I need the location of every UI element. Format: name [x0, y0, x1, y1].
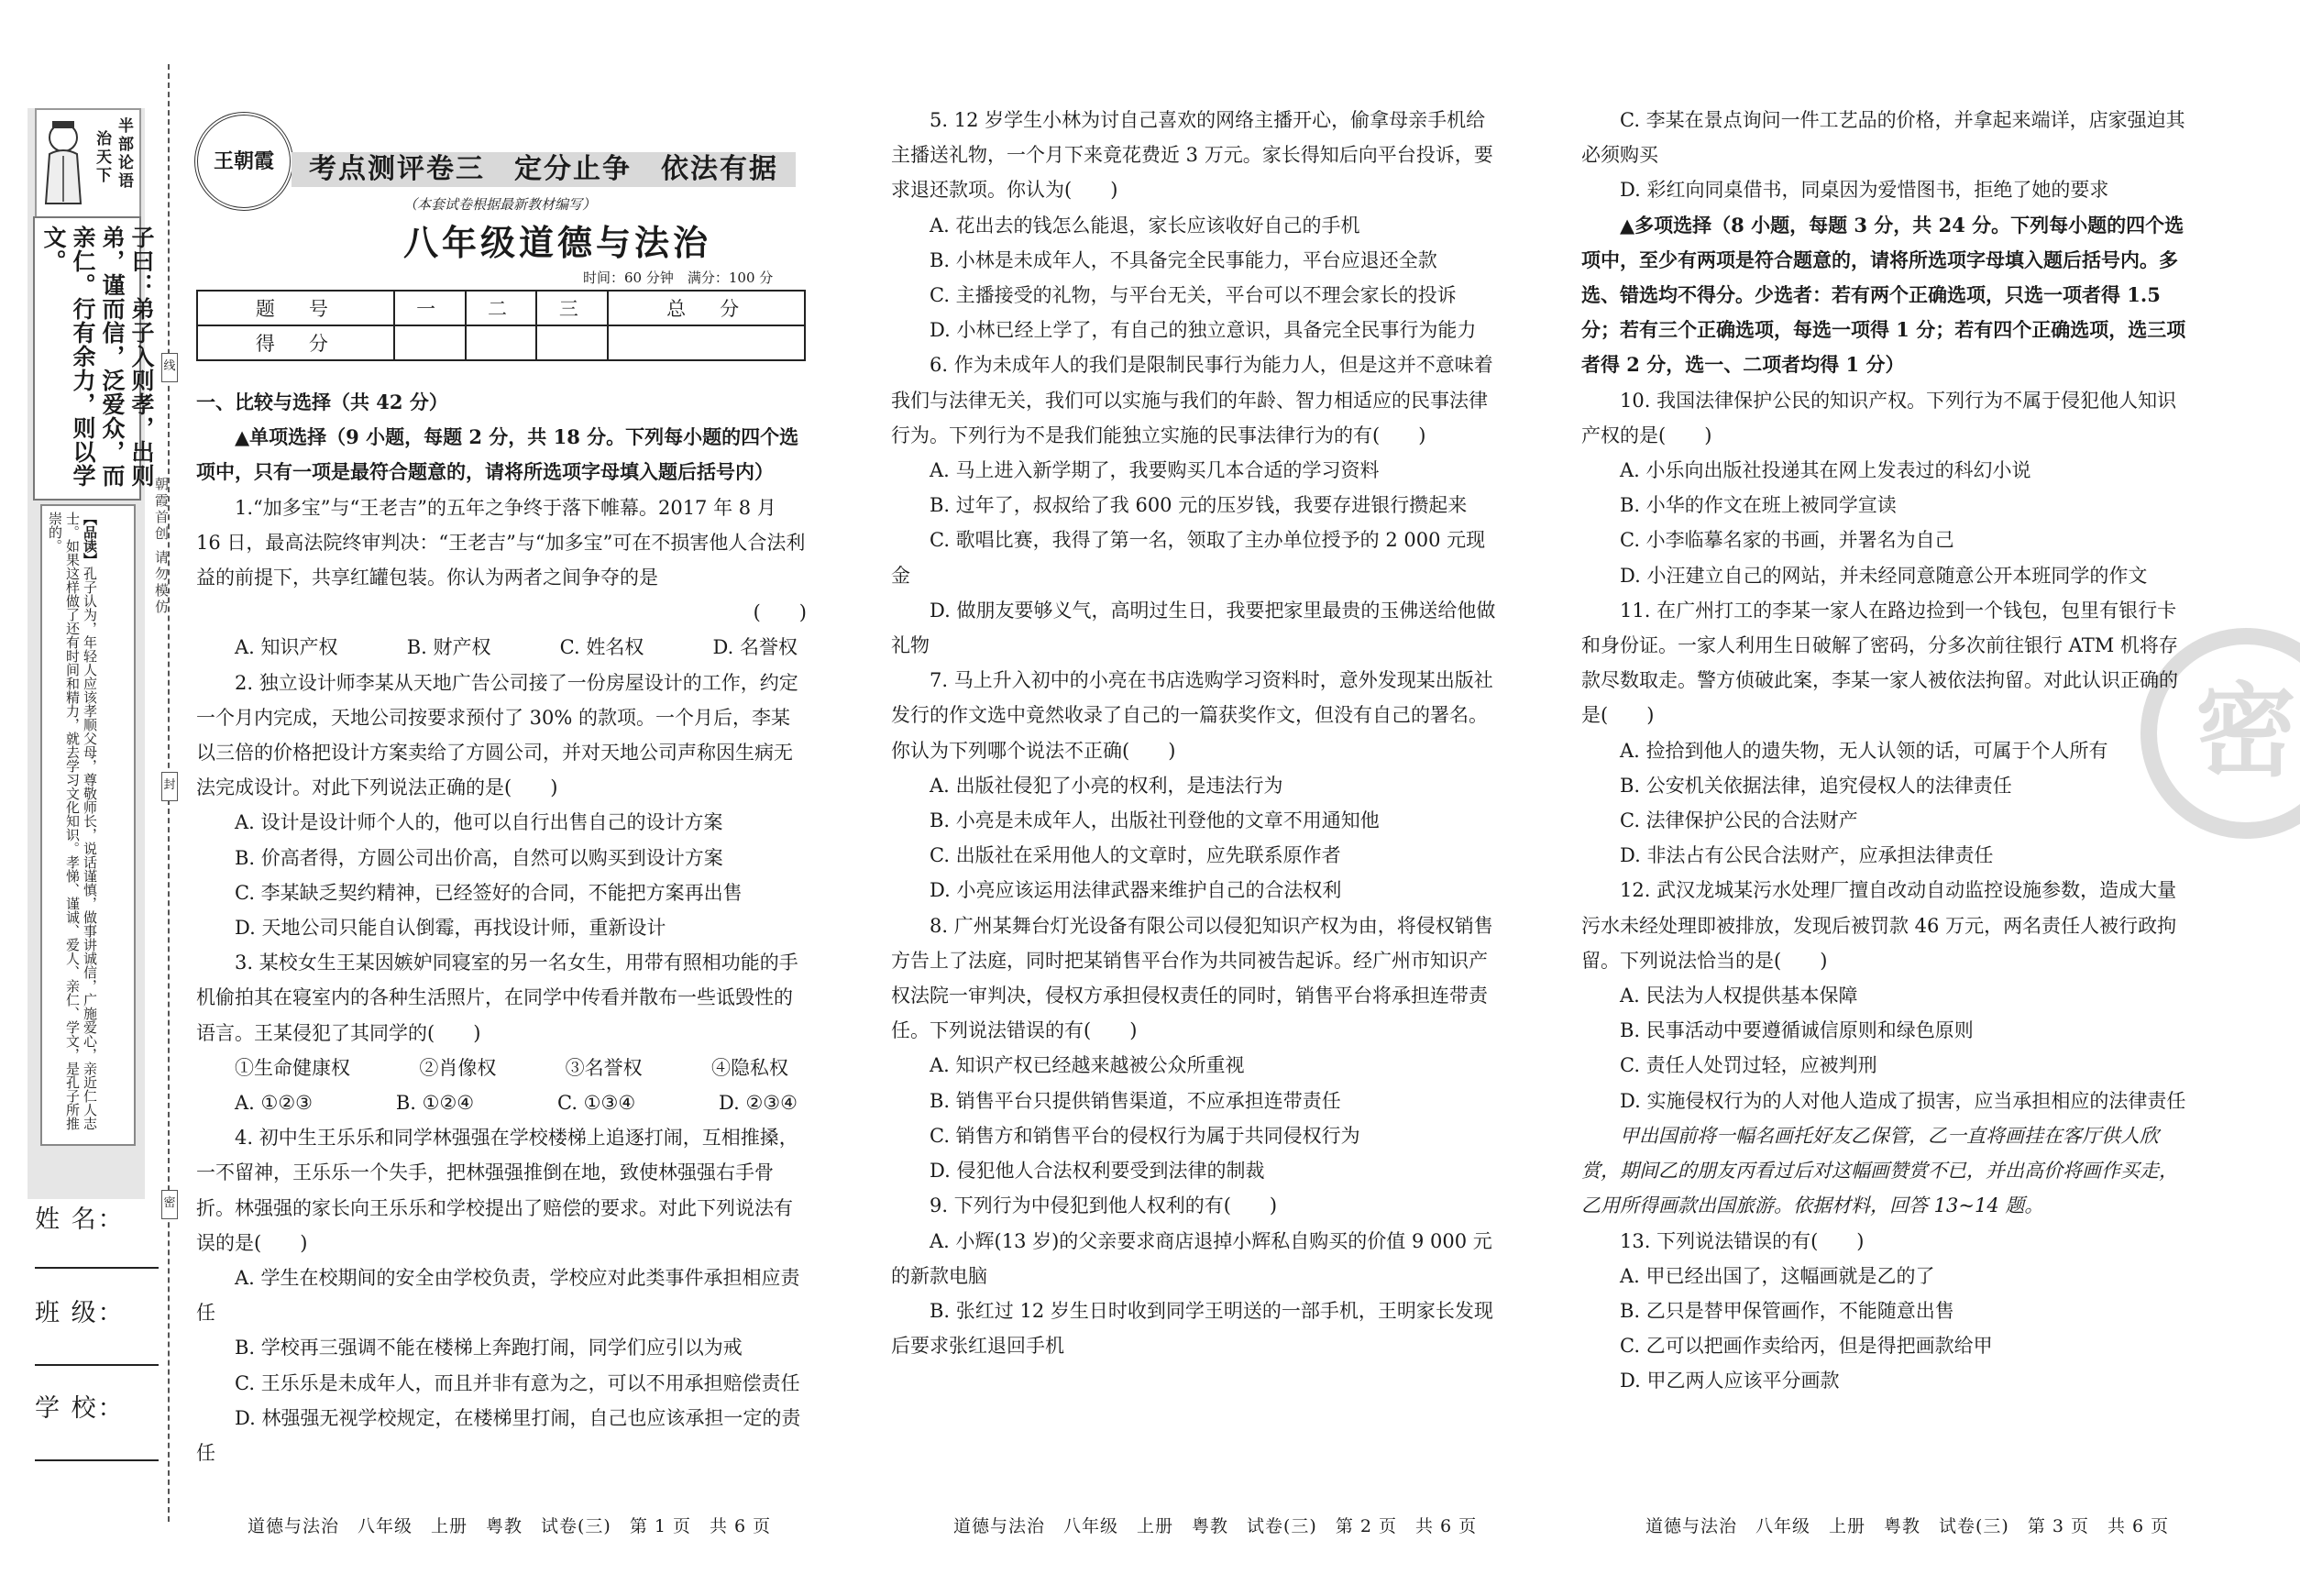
question-3-items	[196, 1051, 807, 1085]
option[interactable]: A. ①②③	[235, 1092, 313, 1115]
score-input-cell[interactable]	[466, 325, 537, 360]
score-table-score-row	[197, 325, 805, 360]
option[interactable]: D. 实施侵权行为的人对他人造成了损害，应当承担相应的法律责任	[1620, 1089, 2186, 1112]
column-3	[1581, 103, 2195, 1399]
question-5: 5. 12 岁学生小林为讨自己喜欢的网络主播开心，偷拿母亲手机给主播送礼物，一个月下来竟花费近 3 万元。家长得知后向平台投诉，要求退还款项。你认为( )	[891, 109, 1493, 202]
option[interactable]: C. 姓名权	[559, 636, 644, 659]
exam-note: （本套试卷根据最新教材编写）	[403, 196, 597, 213]
cartoon-figure	[42, 119, 84, 211]
option[interactable]: D. 非法占有公民合法财产，应承担法律责任	[1620, 844, 1994, 867]
option[interactable]: A. 花出去的钱怎么能退，家长应该收好自己的手机	[930, 214, 1360, 237]
option[interactable]: C. 主播接受的礼物，与平台无关，平台可以不理会家长的投诉	[930, 284, 1457, 307]
option[interactable]: D. 小林已经上学了，有自己的独立意识，具备完全民事行为能力	[930, 319, 1477, 342]
option[interactable]: A. 知识产权	[235, 636, 338, 659]
question-1-options	[196, 630, 807, 665]
proverb-col2: 治天下	[93, 130, 111, 185]
question-10: 10. 我国法律保护公民的知识产权。下列行为不属于侵犯他人知识产权的是( )	[1581, 389, 2177, 446]
question-3-options	[196, 1085, 807, 1120]
option[interactable]: C. 歌唱比赛，我得了第一名，领取了主办单位授予的 2 000 元现金	[891, 529, 1486, 587]
time-score-line: 时间：60 分钟 满分：100 分	[583, 270, 774, 286]
option[interactable]: B. 乙只是替甲保管画作，不能随意出售	[1620, 1299, 1954, 1322]
school-line[interactable]	[35, 1459, 159, 1461]
list-item: ①生命健康权	[235, 1056, 350, 1079]
multi-choice-instructions: ▲多项选择（8 小题，每题 3 分，共 24 分。下列每小题的四个选项中，至少有两项是符合题意的，请将所选项字母填入题后括号内。多选、错选均不得分。少选者：若有两个正确选项，只选一项者得 1.5 分；若有三个正确选项，每选一项得 1 分；若有四个正确选项，选三项者得 2 分，选一、二项者均得 1 分）	[1581, 213, 2186, 377]
option[interactable]: C. 责任人处罚过轻，应被判刑	[1620, 1054, 1877, 1077]
page-title: 八年级道德与法治	[403, 222, 712, 263]
cut-mark-mi: 密	[161, 1190, 178, 1219]
option[interactable]: C. 法律保护公民的合法财产	[1620, 809, 1858, 832]
option[interactable]: A. 小乐向出版社投递其在网上发表过的科幻小说	[1620, 459, 2031, 482]
option[interactable]: D. 小亮应该运用法律武器来维护自己的合法权利	[930, 879, 1342, 902]
option[interactable]: B. 销售平台只提供销售渠道，不应承担连带责任	[930, 1089, 1341, 1112]
score-table-header-row	[197, 291, 805, 325]
option[interactable]: D. 名誉权	[712, 636, 798, 659]
option[interactable]: A. 民法为人权提供基本保障	[1620, 985, 1858, 1007]
table-cell: 三	[536, 291, 608, 325]
option[interactable]: C. 李某缺乏契约精神，已经签好的合同，不能把方案再出售	[235, 881, 743, 904]
school-label: 学 校：	[35, 1394, 125, 1423]
list-item: ④隐私权	[710, 1056, 788, 1079]
option[interactable]: B. 公安机关依据法律，追究侵权人的法律责任	[1620, 774, 2012, 797]
taste-label: 【品读】	[82, 512, 98, 567]
option[interactable]: D. 做朋友要够义气，高明过生日，我要把家里最贵的玉佛送给他做礼物	[891, 599, 1496, 657]
option[interactable]: A. 马上进入新学期了，我要购买几本合适的学习资料	[930, 459, 1380, 482]
option[interactable]: C. 出版社在采用他人的文章时，应先联系原作者	[930, 844, 1341, 867]
question-8: 8. 广州某舞台灯光设备有限公司以侵犯知识产权为由，将侵权销售方告上了法庭，同时把某销售平台作为共同被告起诉。经广州市知识产权法院一审判决，侵权方承担侵权责任的同时，销售平台将承担连带责任。下列说法错误的有( )	[891, 914, 1493, 1042]
option[interactable]: A. 学生在校期间的安全由学校负责，学校应对此类事件承担相应责任	[196, 1267, 800, 1325]
page-footer-1: 道德与法治 八年级 上册 粤教 试卷(三) 第 1 页 共 6 页	[248, 1516, 772, 1536]
list-item: ③名誉权	[565, 1056, 643, 1079]
taste-text	[46, 512, 98, 1135]
table-cell: 得 分	[197, 325, 394, 360]
page-footer-2: 道德与法治 八年级 上册 粤教 试卷(三) 第 2 页 共 6 页	[953, 1516, 1478, 1536]
single-choice-instructions: ▲单项选择（9 小题，每题 2 分，共 18 分。下列每小题的四个选项中，只有一项是最符合题意的，请将所选项字母填入题后括号内）	[196, 425, 799, 484]
proverb-box	[35, 108, 141, 222]
section-heading: 一、比较与选择（共 42 分）	[196, 391, 448, 413]
option[interactable]: B. 价高者得，方圆公司出价高，自然可以购买到设计方案	[235, 846, 723, 869]
page-footer-3: 道德与法治 八年级 上册 粤教 试卷(三) 第 3 页 共 6 页	[1645, 1516, 2170, 1536]
question-11: 11. 在广州打工的李某一家人在路边捡到一个钱包，包里有银行卡和身份证。一家人利用生日破解了密码，分多次前往银行 ATM 机将存款尽数取走。警方侦破此案，李某一家人被依法拘留。对此认识正确的是( )	[1581, 599, 2178, 727]
option[interactable]: A. 知识产权已经越来越被公众所重视	[930, 1054, 1245, 1077]
option[interactable]: C. 王乐乐是未成年人，而且并非有意为之，可以不用承担赔偿责任	[235, 1371, 800, 1394]
option[interactable]: D. 甲乙两人应该平分画款	[1620, 1370, 1840, 1392]
score-input-cell[interactable]	[536, 325, 608, 360]
option[interactable]: B. 民事活动中要遵循诚信原则和绿色原则	[1620, 1019, 1974, 1042]
list-item: ②肖像权	[419, 1056, 497, 1079]
option[interactable]: D. 林强强无视学校规定，在楼梯里打闹，自己也应该承担一定的责任	[196, 1406, 801, 1465]
option[interactable]: C. 销售方和销售平台的侵权行为属于共同侵权行为	[930, 1124, 1360, 1147]
column-2	[891, 103, 1503, 1363]
name-line[interactable]	[35, 1267, 159, 1269]
table-cell: 总 分	[608, 291, 805, 325]
score-table	[196, 290, 806, 361]
option[interactable]: B. ①②④	[395, 1092, 475, 1115]
question-12: 12. 武汉龙城某污水处理厂擅自改动自动监控设施参数，造成大量污水未经处理即被排放，发现后被罚款 46 万元，两名责任人被行政拘留。下列说法恰当的是( )	[1581, 879, 2177, 972]
option[interactable]: A. 甲已经出国了，这幅画就是乙的了	[1620, 1264, 1935, 1287]
option[interactable]: C. 小李临摹名家的书画，并署名为自己	[1620, 529, 1954, 552]
question-4: 4. 初中生王乐乐和同学林强强在学校楼梯上追逐打闹，互相推搡，一不留神，王乐乐一个失手，把林强强推倒在地，致使林强强右手骨折。林强强的家长向王乐乐和学校提出了赔偿的要求。对此下列说法有误的是( )	[196, 1127, 798, 1254]
option[interactable]: B. 小林是未成年人，不具备完全民事能力，平台应退还全款	[930, 248, 1437, 271]
option[interactable]: B. 小华的作文在班上被同学宣读	[1620, 494, 1897, 517]
option[interactable]: B. 小亮是未成年人，出版社刊登他的文章不用通知他	[930, 809, 1380, 832]
question-1: 1.“加多宝”与“王老吉”的五年之争终于落下帷幕。2017 年 8 月 16 日，最高法院终审判决：“王老吉”与“加多宝”可在不损害他人合法利益的前提下，共享红罐包装。你认为两者之间争夺的是	[196, 496, 806, 589]
confidential-stamp: 密	[2140, 628, 2300, 839]
option[interactable]: C. ①③④	[557, 1092, 636, 1115]
cut-text: 朝霞首创 请勿模仿	[153, 477, 170, 616]
option[interactable]: D. 小汪建立自己的网站，并未经同意随意公开本班同学的作文	[1620, 564, 2148, 587]
table-cell: 一	[394, 291, 466, 325]
question-6: 6. 作为未成年人的我们是限制民事行为能力人，但是这并不意味着我们与法律无关，我们可以实施与我们的年龄、智力相适应的民事法律行为。下列行为不是我们能独立实施的民事法律行为的有( )	[891, 354, 1493, 446]
cut-mark-xian: 线	[161, 353, 178, 382]
option[interactable]: D. 天地公司只能自认倒霉，再找设计师，重新设计	[235, 917, 666, 940]
option[interactable]: B. 学校再三强调不能在楼梯上奔跑打闹，同学们应引以为戒	[235, 1337, 743, 1359]
option[interactable]: A. 小辉(13 岁)的父亲要求商店退掉小辉私自购买的价值 9 000 元的新款电脑	[891, 1229, 1492, 1287]
taste-body: 孔子认为，年轻人应该孝顺父母，尊敬师长，说话谨慎，做事讲诚信，广施爱心，亲近仁人志士。如果这样做了还有时间和精力，就去学习文化知识。孝悌、谨诚、爱人、亲仁、学文，是孔子所推崇的。	[47, 512, 98, 1130]
question-1-answer-paren[interactable]: ( )	[753, 601, 807, 624]
reading-material: 甲出国前将一幅名画托好友乙保管，乙一直将画挂在客厅供人欣赏，期间乙的朋友丙看过后对这幅画赞赏不已，并出高价将画作买走，乙用所得画款出国旅游。依据材料，回答 13~14 题。	[1581, 1124, 2178, 1217]
question-3: 3. 某校女生王某因嫉妒同寝室的另一名女生，用带有照相功能的手机偷拍其在寝室内的各种生活照片，在同学中传看并散布一些诋毁性的语言。王某侵犯了其同学的( )	[196, 952, 798, 1044]
question-13: 13. 下列说法错误的有( )	[1620, 1229, 1865, 1252]
question-2: 2. 独立设计师李某从天地广告公司接了一份房屋设计的工作，约定一个月内完成，天地公司按要求预付了 30% 的款项。一个月后，李某以三倍的价格把设计方案卖给了方圆公司，并对天地公司声称因生病无法完成设计。对此下列说法正确的是( )	[196, 671, 798, 799]
option[interactable]: A. 捡拾到他人的遗失物，无人认领的话，可属于个人所有	[1620, 739, 2108, 762]
score-input-cell[interactable]	[394, 325, 466, 360]
class-line[interactable]	[35, 1364, 159, 1366]
brand-logo: 王朝霞	[194, 112, 293, 211]
option[interactable]: D. 侵犯他人合法权利要受到法律的制裁	[930, 1160, 1265, 1183]
taste-box	[40, 504, 136, 1146]
option[interactable]: C. 乙可以把画作卖给丙，但是得把画款给甲	[1620, 1335, 1993, 1358]
exam-banner: 考点测评卷三 定分止争 依法有据	[292, 152, 796, 187]
proverb-col1: 半部论语	[115, 117, 133, 191]
option[interactable]: B. 过年了，叔叔给了我 600 元的压岁钱，我要存进银行攒起来	[930, 494, 1468, 517]
option[interactable]: D. 彩红向同桌借书，同桌因为爱惜图书，拒绝了她的要求	[1620, 179, 2109, 202]
table-cell: 二	[466, 291, 537, 325]
option[interactable]: C. 李某在景点询问一件工艺品的价格，并拿起来端详，店家强迫其必须购买	[1581, 109, 2185, 167]
quote-box	[33, 216, 155, 501]
option[interactable]: D. ②③④	[719, 1092, 798, 1115]
option[interactable]: B. 张红过 12 岁生日时收到同学王明送的一部手机，王明家长发现后要求张红退回手机	[891, 1299, 1493, 1358]
option[interactable]: A. 设计是设计师个人的，他可以自行出售自己的设计方案	[235, 811, 723, 834]
table-cell: 题 号	[197, 291, 394, 325]
score-input-cell[interactable]	[608, 325, 805, 360]
question-9: 9. 下列行为中侵犯到他人权利的有( )	[930, 1194, 1278, 1217]
option[interactable]: B. 财产权	[406, 636, 491, 659]
quote-text: 子曰：弟子入则孝，出则弟，谨而信，泛爱众，而亲仁。行有余力，则以学文。	[40, 226, 155, 488]
option[interactable]: A. 出版社侵犯了小亮的权利，是违法行为	[930, 774, 1283, 797]
column-1	[196, 385, 807, 1470]
name-label: 姓 名：	[35, 1205, 125, 1234]
question-7: 7. 马上升入初中的小亮在书店选购学习资料时，意外发现某出版社发行的作文选中竟然收录了自己的一篇获奖作文，但没有自己的署名。你认为下列哪个说法不正确( )	[891, 669, 1493, 762]
cut-mark-feng: 封	[161, 772, 178, 801]
class-label: 班 级：	[35, 1299, 125, 1327]
